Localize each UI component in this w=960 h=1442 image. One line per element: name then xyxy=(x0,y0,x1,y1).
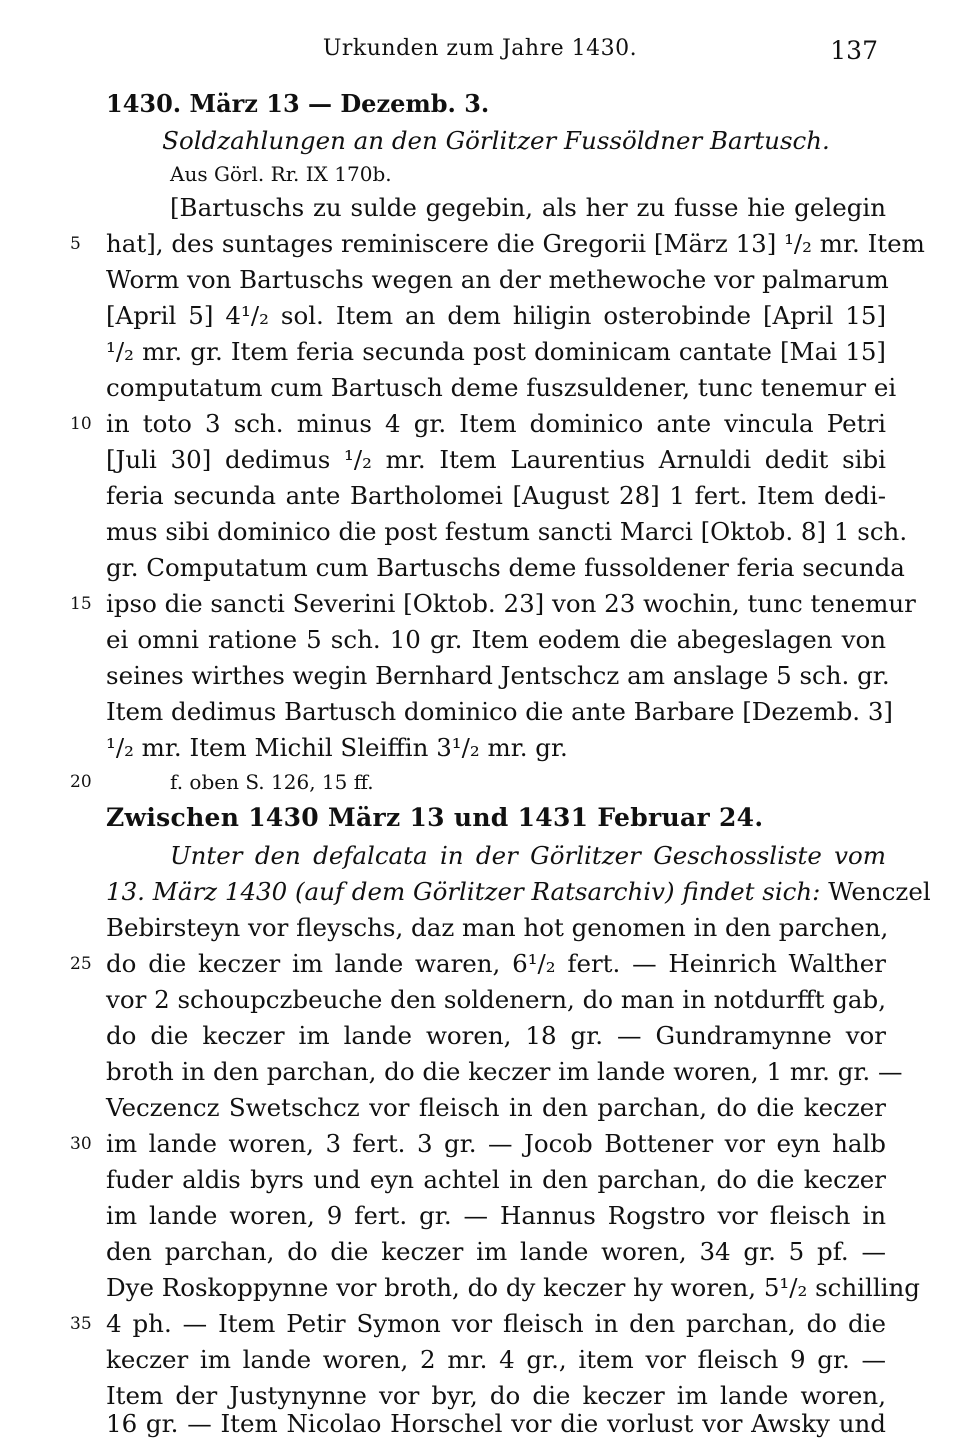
entry2-date-heading: Zwischen 1430 März 13 und 1431 Februar 24. xyxy=(106,803,764,832)
entry1-line: [Bartuschs zu sulde gegebin, als her zu fusse hie gelegin xyxy=(170,193,886,222)
line-number: 10 xyxy=(70,414,92,434)
entry2-line: den parchan, do die keczer im lande woren, 34 gr. 5 pf. — xyxy=(106,1237,886,1266)
entry2-line: 16 gr. — Item Nicolao Horschel vor die vorlust vor Awsky und xyxy=(106,1409,886,1438)
entry2-line: fuder aldis byrs und eyn achtel in den parchan, do die keczer xyxy=(106,1165,886,1194)
entry2-line: do die keczer im lande waren, 6¹/₂ fert. — Heinrich Walther xyxy=(106,949,886,978)
entry2-line: 4 ph. — Item Petir Symon vor fleisch in den parchan, do die xyxy=(106,1309,886,1338)
entry1-line: ipso die sancti Severini [Oktob. 23] von 23 wochin, tunc tenemur xyxy=(106,589,916,618)
line-number: 25 xyxy=(70,954,92,974)
entry1-line: feria secunda ante Bartholomei [August 28] 1 fert. Item dedi- xyxy=(106,481,886,510)
line-number: 35 xyxy=(70,1314,92,1334)
entry1-line: mus sibi dominico die post festum sancti Marci [Oktob. 8] 1 sch. xyxy=(106,517,908,546)
line-number: 30 xyxy=(70,1134,92,1154)
entry2-intro-rest: Wenczel xyxy=(820,877,931,906)
entry2-line: Bebirsteyn vor fleyschs, daz man hot genomen in den parchen, xyxy=(106,913,889,942)
entry1-line: [Juli 30] dedimus ¹/₂ mr. Item Laurentius Arnuldi dedit sibi xyxy=(106,445,886,474)
entry1-date-heading: 1430. März 13 — Dezemb. 3. xyxy=(106,89,490,118)
entry1-line: hat], des suntages reminiscere die Gregorii [März 13] ¹/₂ mr. Item xyxy=(106,229,925,258)
entry1-line: Worm von Bartuschs wegen an der methewoche vor palmarum xyxy=(106,265,889,294)
entry1-line: computatum cum Bartusch deme fuszsuldener, tunc tenemur ei xyxy=(106,373,897,402)
entry2-line: broth in den parchan, do die keczer im lande woren, 1 mr. gr. — xyxy=(106,1057,903,1086)
entry1-line: seines wirthes wegin Bernhard Jentschcz am anslage 5 sch. gr. xyxy=(106,661,890,690)
entry2-line: do die keczer im lande woren, 18 gr. — Gundramynne vor xyxy=(106,1021,886,1050)
entry2-intro-line2 xyxy=(106,874,931,910)
entry2-line: Dye Roskoppynne vor broth, do dy keczer hy woren, 5¹/₂ schilling xyxy=(106,1273,920,1302)
entry2-intro: Unter den defalcata in der Görlitzer Geschossliste vom xyxy=(170,841,886,870)
entry2-line: keczer im lande woren, 2 mr. 4 gr., item vor fleisch 9 gr. — xyxy=(106,1345,886,1374)
line-number: 5 xyxy=(70,234,81,254)
entry1-note: f. oben S. 126, 15 ff. xyxy=(170,770,374,794)
entry1-title: Soldzahlungen an den Görlitzer Fussöldner Bartusch. xyxy=(162,126,830,155)
entry2-line: Veczencz Swetschcz vor fleisch in den parchan, do die keczer xyxy=(106,1093,886,1122)
running-head xyxy=(0,36,960,66)
page-number: 137 xyxy=(830,36,878,65)
entry2-line: im lande woren, 3 fert. 3 gr. — Jocob Bottener vor eyn halb xyxy=(106,1129,886,1158)
entry2-line: Item der Justynynne vor byr, do die keczer im lande woren, xyxy=(106,1381,886,1410)
entry1-line: in toto 3 sch. minus 4 gr. Item dominico ante vincula Petri xyxy=(106,409,886,438)
entry1-line: ¹/₂ mr. Item Michil Sleiffin 3¹/₂ mr. gr. xyxy=(106,733,568,762)
entry1-line: gr. Computatum cum Bartuschs deme fussoldener feria secunda xyxy=(106,553,905,582)
entry1-line: ei omni ratione 5 sch. 10 gr. Item eodem die abegeslagen von xyxy=(106,625,886,654)
line-number: 20 xyxy=(70,772,92,792)
line-number: 15 xyxy=(70,594,92,614)
entry2-line: vor 2 schoupczbeuche den soldenern, do man in notdurfft gab, xyxy=(106,985,886,1014)
entry1-line: ¹/₂ mr. gr. Item feria secunda post dominicam cantate [Mai 15] xyxy=(106,337,886,366)
entry1-line: [April 5] 4¹/₂ sol. Item an dem hiligin osterobinde [April 15] xyxy=(106,301,886,330)
entry1-line: Item dedimus Bartusch dominico die ante Barbare [Dezemb. 3] xyxy=(106,697,893,726)
entry1-source: Aus Görl. Rr. IX 170b. xyxy=(170,162,392,186)
entry2-intro-italic: 13. März 1430 (auf dem Görlitzer Ratsarchiv) findet sich: xyxy=(106,877,821,906)
running-title: Urkunden zum Jahre 1430. xyxy=(322,36,638,61)
entry2-line: im lande woren, 9 fert. gr. — Hannus Rogstro vor fleisch in xyxy=(106,1201,886,1230)
